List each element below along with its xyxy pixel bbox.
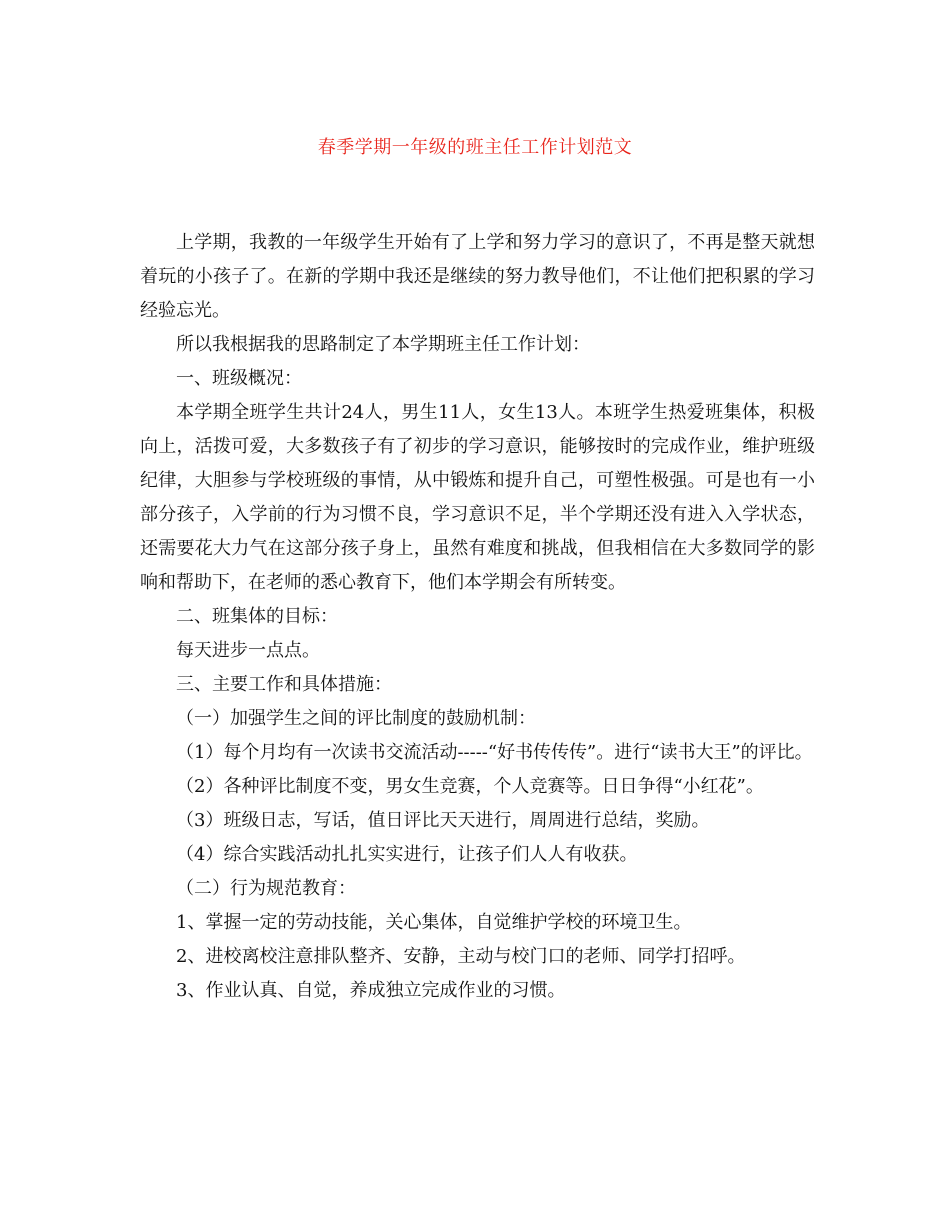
- list-item-evaluation-1: （1）每个月均有一次读书交流活动-----“好书传传传”。进行“读书大王”的评比。: [176, 742, 813, 763]
- list-item-behavior-3: 3、作业认真、自觉，养成独立完成作业的习惯。: [176, 980, 566, 1001]
- subheading-evaluation: （一）加强学生之间的评比制度的鼓励机制：: [176, 708, 536, 729]
- document-body: [140, 226, 815, 1008]
- heading-main-work: 三、主要工作和具体措施：: [176, 674, 392, 695]
- document-title: 春季学期一年级的班主任工作计划范文: [317, 137, 633, 158]
- paragraph-class-overview: 本学期全班学生共计24人，男生11人，女生13人。本班学生热爱班集体，积极向上，活拨可爱，大多数孩子有了初步的学习意识，能够按时的完成作业，维护班级纪律，大胆参与学校班级的事情，从中锻炼和提升自己，可塑性极强。可是也有一小部分孩子，入学前的行为习惯不良，学习意识不足，半个学期还没有进入入学状态，还需要花大力气在这部分孩子身上，虽然有难度和挑战，但我相信在大多数同学的影响和帮助下，在老师的悉心教育下，他们本学期会有所转变。: [140, 402, 815, 593]
- list-item-behavior-1: 1、掌握一定的劳动技能，关心集体，自觉维护学校的环境卫生。: [176, 912, 692, 933]
- heading-class-goal: 二、班集体的目标：: [176, 606, 338, 627]
- list-item-evaluation-3: （3）班级日志，写话，值日评比天天进行，周周进行总结，奖励。: [176, 810, 710, 831]
- paragraph-intro: 上学期，我教的一年级学生开始有了上学和努力学习的意识了，不再是整天就想着玩的小孩子了。在新的学期中我还是继续的努力教导他们，不让他们把积累的学习经验忘光。: [140, 232, 815, 321]
- list-item-evaluation-2: （2）各种评比制度不变，男女生竞赛，个人竞赛等。日日争得“小红花”。: [176, 776, 764, 797]
- list-item-evaluation-4: （4）综合实践活动扎扎实实进行，让孩子们人人有收获。: [176, 844, 638, 865]
- heading-class-overview: 一、班级概况：: [176, 368, 302, 389]
- list-item-behavior-2: 2、进校离校注意排队整齐、安静，主动与校门口的老师、同学打招呼。: [176, 946, 746, 967]
- subheading-behavior: （二）行为规范教育：: [176, 878, 356, 899]
- paragraph-plan-basis: 所以我根据我的思路制定了本学期班主任工作计划：: [176, 334, 590, 355]
- paragraph-class-goal: 每天进步一点点。: [176, 640, 320, 661]
